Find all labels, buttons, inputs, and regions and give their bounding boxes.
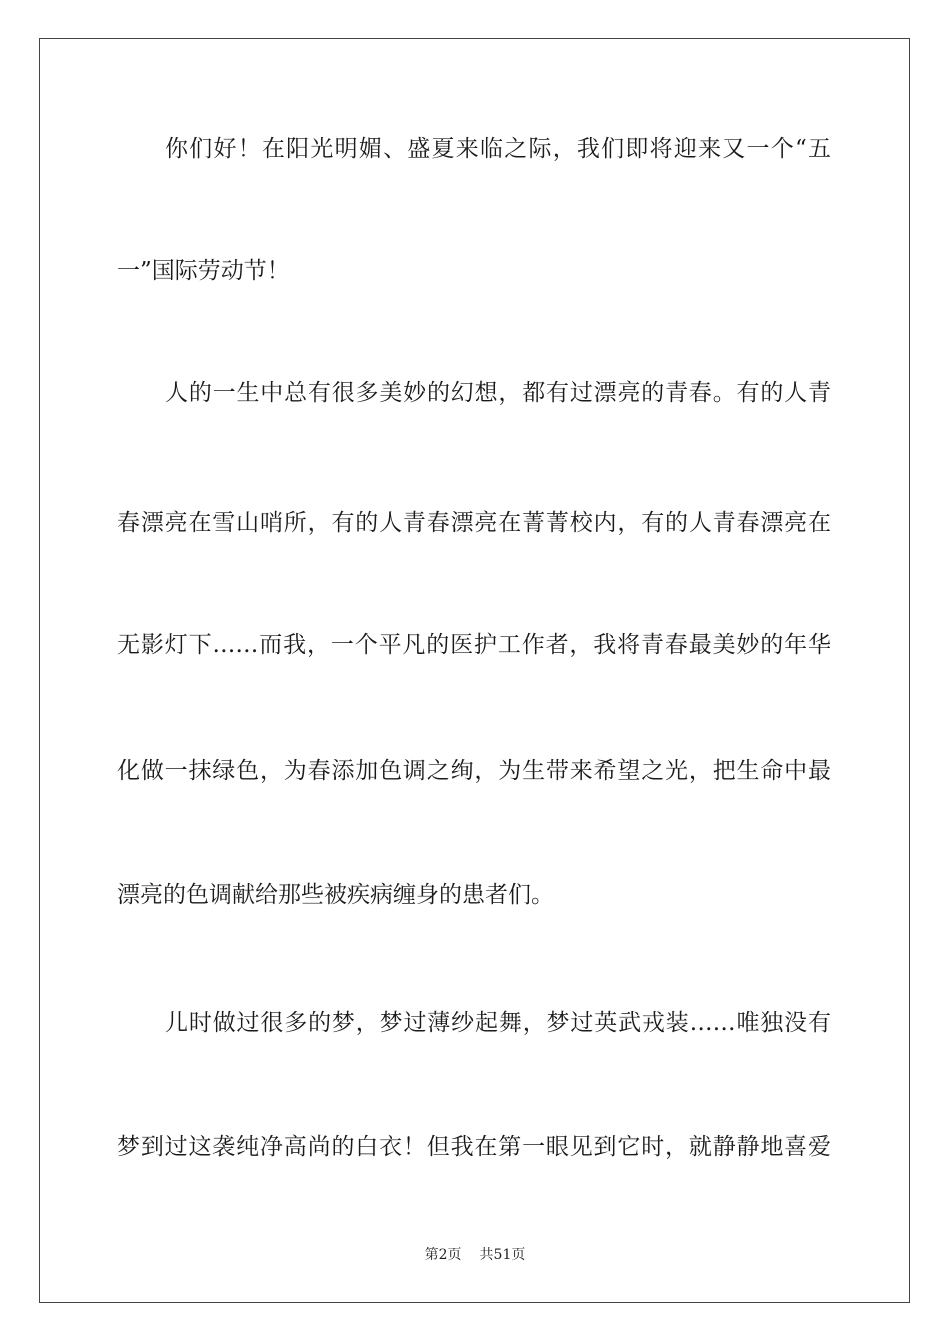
- page-footer: [0, 1246, 950, 1264]
- text-line: 梦到过这袭纯净高尚的白衣！但我在第一眼见到它时，就静静地喜爱: [117, 1134, 831, 1160]
- text-line: 儿时做过很多的梦，梦过薄纱起舞，梦过英武戎装……唯独没有: [165, 1010, 831, 1036]
- page-number: 第2页: [424, 1247, 462, 1263]
- text-line: 化做一抹绿色，为春添加色调之绚，为生带来希望之光，把生命中最: [117, 758, 831, 784]
- text-line: 春漂亮在雪山哨所，有的人青春漂亮在菁菁校内，有的人青春漂亮在: [117, 510, 831, 536]
- text-line: 你们好！在阳光明媚、盛夏来临之际，我们即将迎来又一个“五: [165, 136, 831, 162]
- text-line: 一”国际劳动节！: [117, 258, 290, 284]
- text-line: 无影灯下……而我，一个平凡的医护工作者，我将青春最美妙的年华: [117, 632, 831, 658]
- text-line: 人的一生中总有很多美妙的幻想，都有过漂亮的青春。有的人青: [165, 380, 831, 406]
- page-total: 共51页: [479, 1247, 526, 1263]
- text-line: 漂亮的色调献给那些被疾病缠身的患者们。: [117, 882, 554, 908]
- page-frame: [39, 38, 910, 1303]
